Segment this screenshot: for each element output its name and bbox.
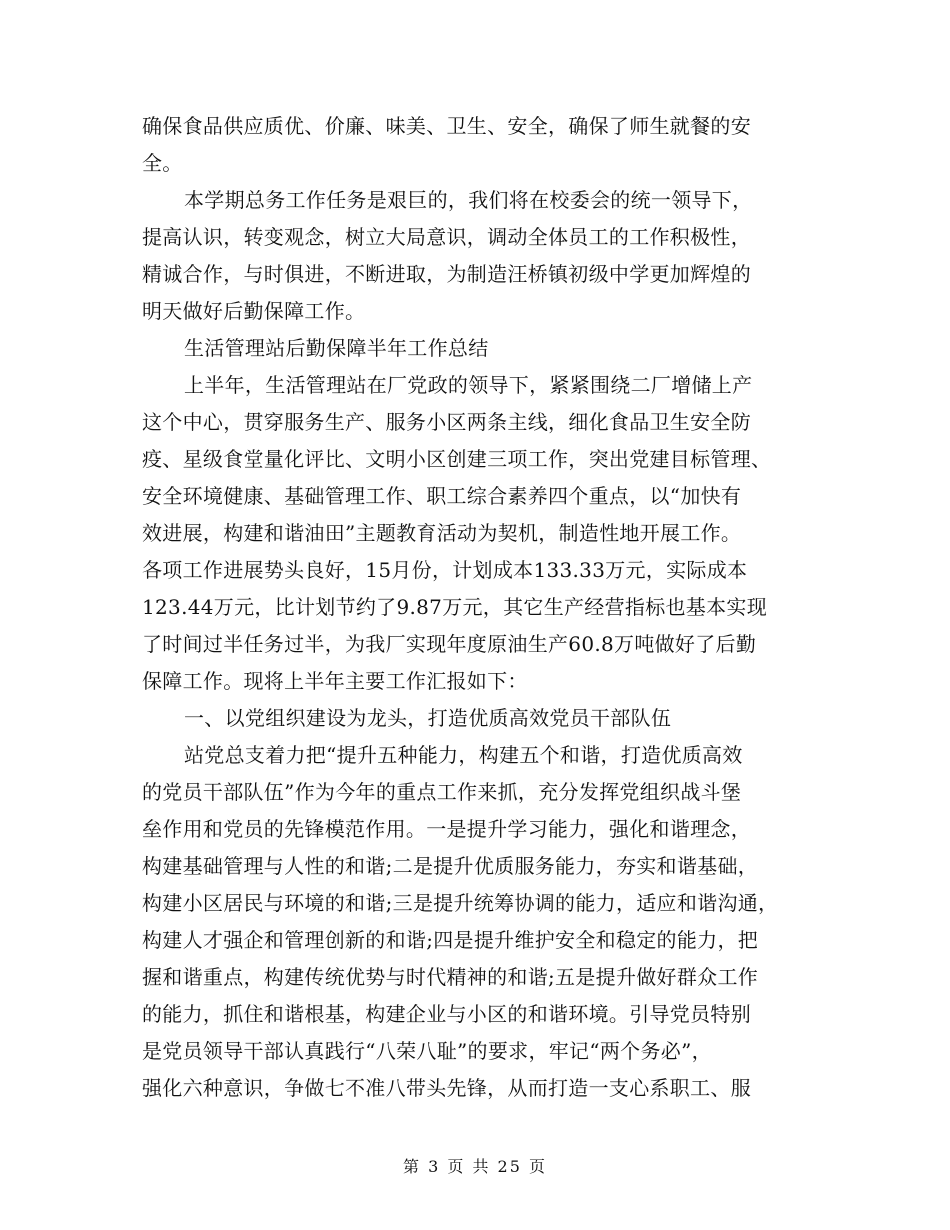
text-line-5: 精诚合作，与时俱进，不断进取，为制造汪桥镇初级中学更加辉煌的 <box>142 262 751 286</box>
text-line-12: 效进展，构建和谐油田”主题教育活动为契机，制造性地开展工作。 <box>142 521 742 545</box>
text-line-19: 的党员干部队伍”作为今年的重点工作来抓，充分发挥党组织战斗堡 <box>142 780 742 804</box>
text-line-16: 保障工作。现将上半年主要工作汇报如下： <box>142 669 528 693</box>
paragraph-start-line: 上半年，生活管理站在厂党政的领导下，紧紧围绕二厂增储上产 <box>184 373 753 397</box>
text-line-20: 垒作用和党员的先锋模范作用。一是提升学习能力，强化和谐理念， <box>142 817 751 841</box>
text-line-2: 全。 <box>142 151 183 175</box>
text-line-15: 了时间过半任务过半，为我厂实现年度原油生产60.8万吨做好了后勤 <box>142 632 757 656</box>
text-line-27: 强化六种意识，争做七不准八带头先锋，从而打造一支心系职工、服 <box>142 1076 751 1100</box>
text-line-23: 构建人才强企和管理创新的和谐;四是提升维护安全和稳定的能力，把 <box>142 928 759 952</box>
text-line-11: 安全环境健康、基础管理工作、职工综合素养四个重点，以“加快有 <box>142 484 742 508</box>
paragraph-start-line: 站党总支着力把“提升五种能力，构建五个和谐，打造优质高效 <box>184 743 743 767</box>
section-heading: 生活管理站后勤保障半年工作总结 <box>184 336 489 360</box>
text-line-6: 明天做好后勤保障工作。 <box>142 299 366 323</box>
text-line-21: 构建基础管理与人性的和谐;二是提升优质服务能力，夯实和谐基础， <box>142 854 759 878</box>
text-line-1: 确保食品供应质优、价廉、味美、卫生、安全，确保了师生就餐的安 <box>142 114 751 138</box>
paragraph-start-line: 本学期总务工作任务是艰巨的，我们将在校委会的统一领导下， <box>184 188 753 212</box>
text-line-26: 是党员领导干部认真践行“八荣八耻”的要求，牢记“两个务必”， <box>142 1039 712 1063</box>
text-line-22: 构建小区居民与环境的和谐;三是提升统筹协调的能力，适应和谐沟通， <box>142 891 779 915</box>
text-line-24: 握和谐重点，构建传统优势与时代精神的和谐;五是提升做好群众工作 <box>142 965 759 989</box>
text-line-10: 疫、星级食堂量化评比、文明小区创建三项工作，突出党建目标管理、 <box>142 447 772 471</box>
text-line-13: 各项工作进展势头良好，15月份，计划成本133.33万元，实际成本 <box>142 558 748 582</box>
text-line-9: 这个中心，贯穿服务生产、服务小区两条主线，细化食品卫生安全防 <box>142 410 751 434</box>
subsection-heading: 一、以党组织建设为龙头，打造优质高效党员干部队伍 <box>184 706 672 730</box>
text-line-4: 提高认识，转变观念，树立大局意识，调动全体员工的工作积极性， <box>142 225 751 249</box>
page-number-footer: 第 3 页 共 25 页 <box>403 1157 547 1176</box>
text-line-14: 123.44万元，比计划节约了9.87万元，其它生产经营指标也基本实现 <box>142 595 768 619</box>
text-line-25: 的能力，抓住和谐根基，构建企业与小区的和谐环境。引导党员特别 <box>142 1002 751 1026</box>
